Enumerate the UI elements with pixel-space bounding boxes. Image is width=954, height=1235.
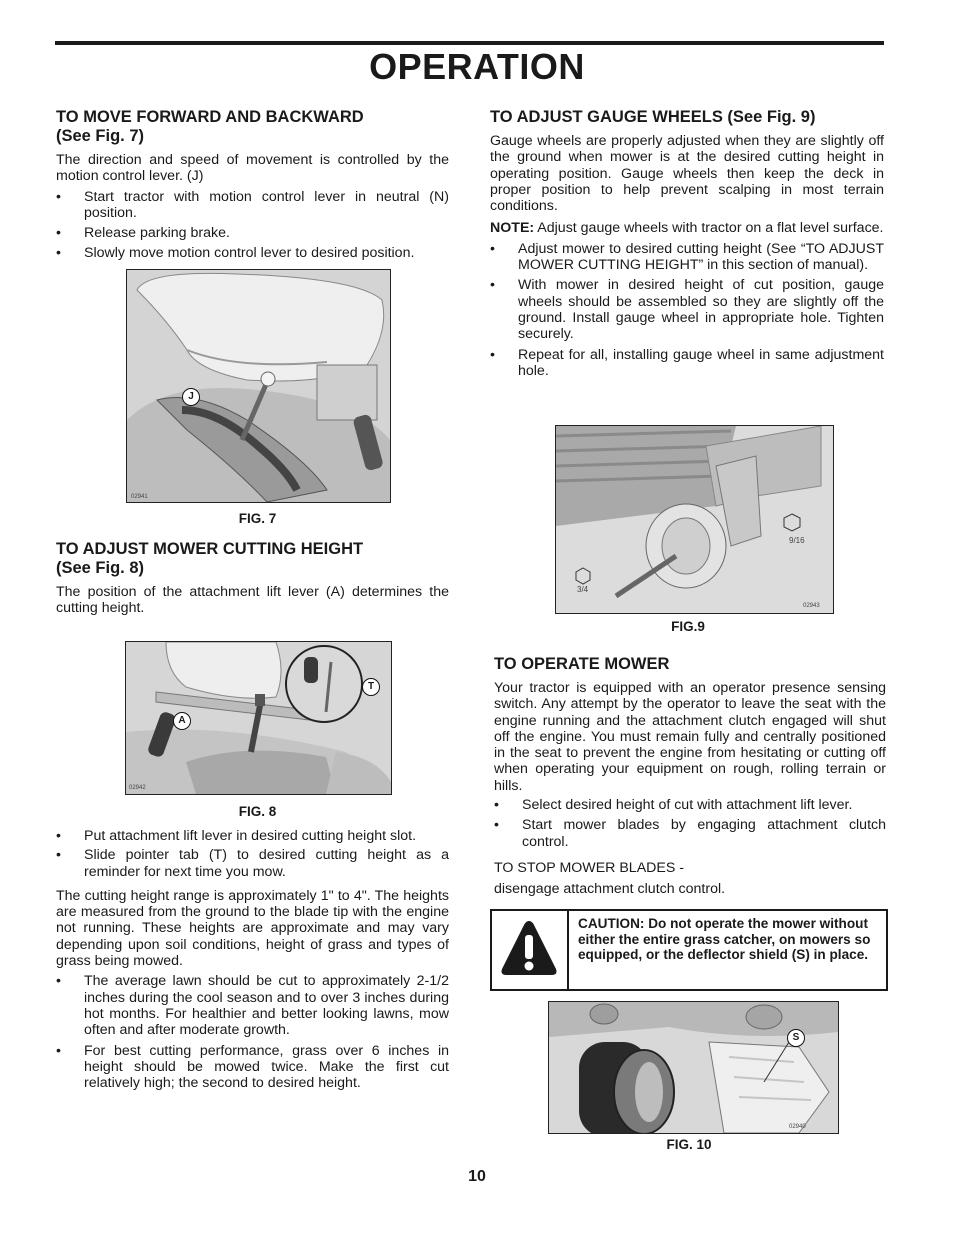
height-heading-line2: (See Fig. 8) xyxy=(56,559,145,577)
list-item: • With mower in desired height of cut position, gauge wheels should be assembled so they are slightly off the ground. Install gauge wheel in appropriate hole. Tighten securely. xyxy=(490,277,884,342)
gauge-heading: TO ADJUST GAUGE WHEELS (See Fig. 9) xyxy=(490,108,816,126)
figure-code: 02942 xyxy=(129,785,146,791)
seat-lever-illustration xyxy=(127,270,390,502)
move-heading-line2: (See Fig. 7) xyxy=(56,127,145,145)
gauge-note xyxy=(490,220,884,236)
caution-text: CAUTION: Do not operate the mower without either the entire grass catcher, on mowers so equipped, or the deflector shield (S) in place. xyxy=(578,916,871,962)
move-heading-line1: TO MOVE FORWARD AND BACKWARD xyxy=(56,108,364,126)
caution-box xyxy=(490,909,888,991)
figure-code: 02943 xyxy=(803,603,820,609)
height-intro: The position of the attachment lift lever (A) determines the cutting height. xyxy=(56,584,449,617)
list-item: • For best cutting performance, grass over 6 inches in height should be mowed twice. Make the first cut relatively high; the second to desired height. xyxy=(56,1043,449,1092)
figure-code: 02940 xyxy=(789,1124,806,1130)
figure-9-gauge-wheel xyxy=(555,425,834,614)
figure-8-lift-lever xyxy=(125,641,392,795)
gauge-bullets xyxy=(490,241,884,379)
list-item: • Slide pointer tab (T) to desired cutting height as a reminder for next time you mow. xyxy=(56,847,449,880)
note-label: NOTE: xyxy=(490,220,535,237)
figure-code: 02941 xyxy=(131,494,148,500)
callout-t: T xyxy=(362,678,380,696)
operate-bullets xyxy=(494,797,886,850)
list-item: • Start mower blades by engaging attachment clutch control. xyxy=(494,817,886,850)
warning-triangle-icon xyxy=(498,917,560,979)
height-heading-line1: TO ADJUST MOWER CUTTING HEIGHT xyxy=(56,540,364,558)
figure-10-deflector-shield xyxy=(548,1001,839,1134)
height-bullets xyxy=(56,828,449,880)
list-item: • Put attachment lift lever in desired cutting height slot. xyxy=(56,828,449,844)
callout-j: J xyxy=(182,388,200,406)
fig8-caption: FIG. 8 xyxy=(238,804,277,819)
callout-a: A xyxy=(173,712,191,730)
height-bullets-2 xyxy=(56,973,449,1091)
fig9-caption: FIG.9 xyxy=(671,619,705,634)
list-item: • Release parking brake. xyxy=(56,225,449,241)
size-label-9-16: 9/16 xyxy=(789,536,805,545)
move-intro: The direction and speed of movement is controlled by the motion control lever. (J) xyxy=(56,152,449,185)
figure-7-seat-lever xyxy=(126,269,391,503)
list-item: • Select desired height of cut with attachment lift lever. xyxy=(494,797,886,813)
deflector-shield-illustration xyxy=(549,1002,838,1133)
section-cutting-height-cont xyxy=(56,828,449,1091)
callout-s: S xyxy=(787,1029,805,1047)
list-item: • Start tractor with motion control lever in neutral (N) position. xyxy=(56,189,449,222)
section-move xyxy=(56,108,449,262)
page-title: OPERATION xyxy=(369,46,585,87)
height-range-text: The cutting height range is approximately 1" to 4". The heights are measured from the ground to the blade tip with the engine not running. These heights are approximate and may vary depending upon soil conditions, height of grass and types of grass being mowed. xyxy=(56,887,449,970)
gauge-intro: Gauge wheels are properly adjusted when they are slightly off the ground when mower is at the desired cutting height in operating position. Gauge wheels then keep the deck in proper position to help prevent scalping in most terrain conditions. xyxy=(490,133,884,215)
list-item: • The average lawn should be cut to approximately 2-1/2 inches during the cool season and to over 3 inches during hot months. For healthier and better looking lawns, mow often and after moderate growth. xyxy=(56,973,449,1038)
gauge-wheel-illustration xyxy=(556,426,833,613)
operate-intro: Your tractor is equipped with an operator presence sensing switch. Any attempt by the operator to leave the seat with the engine running and the attachment clutch engaged will shut off the engine. You must remain fully and centrally positioned in the seat to prevent the engine from hesitating or cutting off when operating your equipment on rough, rolling terrain or hills. xyxy=(494,680,886,794)
caution-divider xyxy=(567,911,569,989)
size-label-3-4: 3/4 xyxy=(577,585,589,594)
section-cutting-height xyxy=(56,540,449,617)
section-gauge-wheels xyxy=(490,108,884,379)
list-item: • Slowly move motion control lever to desired position. xyxy=(56,245,449,261)
fig7-caption: FIG. 7 xyxy=(238,511,277,526)
page-number: 10 xyxy=(468,1168,486,1185)
stop-heading: TO STOP MOWER BLADES - xyxy=(494,859,684,876)
stop-text: disengage attachment clutch control. xyxy=(494,881,726,898)
note-text: Adjust gauge wheels with tractor on a flat level surface. xyxy=(534,220,884,237)
fig10-caption: FIG. 10 xyxy=(666,1137,712,1152)
section-operate-mower xyxy=(494,655,886,898)
move-bullets xyxy=(56,189,449,262)
list-item: • Repeat for all, installing gauge wheel in same adjustment hole. xyxy=(490,347,884,380)
lift-lever-illustration xyxy=(126,642,391,794)
operate-heading: TO OPERATE MOWER xyxy=(494,655,670,673)
list-item: • Adjust mower to desired cutting height (See “TO ADJUST MOWER CUTTING HEIGHT” in this section of manual). xyxy=(490,241,884,274)
